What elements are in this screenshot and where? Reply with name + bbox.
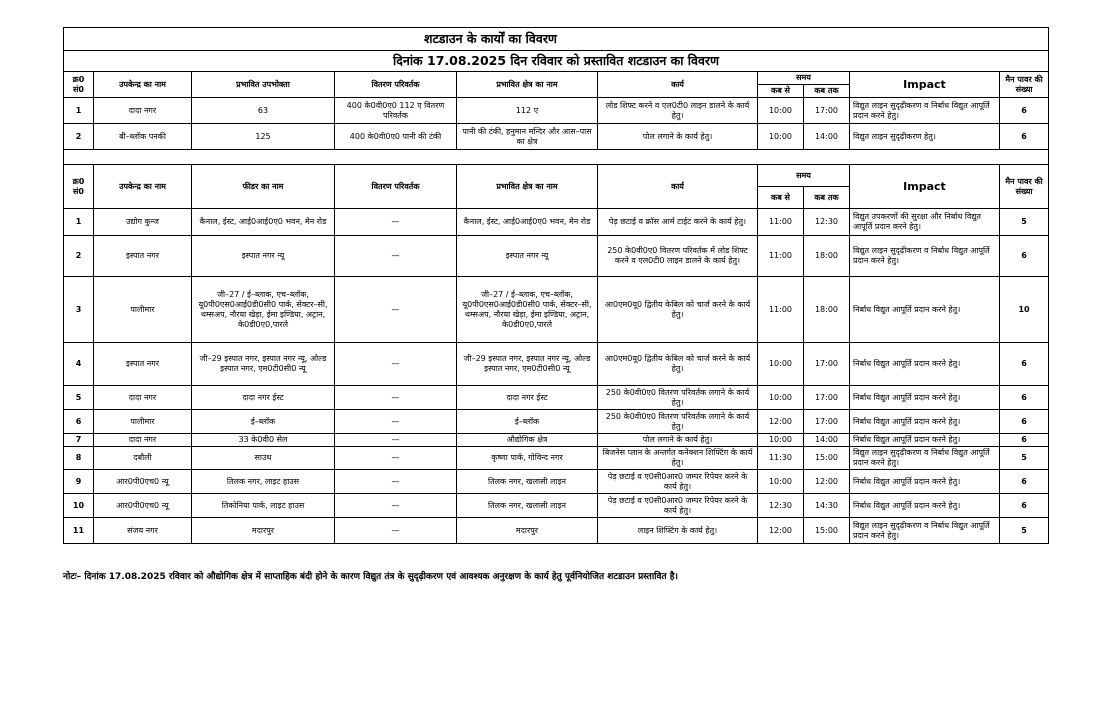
cell-to: 15:00 [804, 447, 850, 470]
header-work: कार्य [598, 165, 758, 209]
cell-manpower: 5 [1000, 447, 1049, 470]
shutdown-table [63, 27, 1049, 544]
cell-sno: 6 [64, 410, 94, 434]
cell-transformer: — [335, 236, 457, 277]
cell-impact: विद्युत लाइन सुदृढ़ीकरण व निर्बाध विद्युत आपूर्ति प्रदान करने हेतु। [850, 236, 1000, 277]
cell-from: 10:00 [758, 434, 804, 447]
cell-impact: विद्युत उपकरणों की सुरक्षा और निर्बाध विद्युत आपूर्ति प्रदान करने हेतु। [850, 209, 1000, 236]
cell-sno: 8 [64, 447, 94, 470]
cell-transformer: — [335, 518, 457, 544]
cell-substation: इस्पात नगर [94, 236, 192, 277]
cell-manpower: 6 [1000, 343, 1049, 386]
cell-transformer: — [335, 343, 457, 386]
table-row [64, 434, 1049, 447]
header-impact: Impact [850, 165, 1000, 209]
footer-note: नोटः– दिनांक 17.08.2025 रविवार को औद्योगिक क्षेत्र में साप्ताहिक बंदी होने के कारण विद्युत तंत्र के सुदृढ़ीकरण एवं आवश्यक अनुरक्षण के कार्य हेतु पूर्वनियोजित शटडाउन प्रस्तावित है। [63, 572, 678, 582]
cell-transformer: — [335, 434, 457, 447]
cell-sno: 2 [64, 124, 94, 150]
cell-transformer: — [335, 494, 457, 518]
cell-sno: 1 [64, 98, 94, 124]
cell-feeder: तिलक नगर, लाइट हाउस [192, 470, 335, 494]
cell-substation: उद्योग कुन्ज [94, 209, 192, 236]
cell-area: दादा नगर ईस्ट [457, 386, 598, 410]
cell-sno: 3 [64, 277, 94, 343]
cell-substation: संजय नगर [94, 518, 192, 544]
cell-transformer: — [335, 209, 457, 236]
cell-impact: निर्बाध विद्युत आपूर्ति प्रदान करने हेतु। [850, 434, 1000, 447]
cell-feeder: ई–ब्लॉक [192, 410, 335, 434]
cell-sno: 4 [64, 343, 94, 386]
header-work: कार्य [598, 72, 758, 98]
cell-impact: विद्युत लाइन सुदृढ़ीकरण व निर्बाध विद्युत आपूर्ति प्रदान करने हेतु। [850, 98, 1000, 124]
cell-to: 18:00 [804, 236, 850, 277]
cell-area: मदारपुर [457, 518, 598, 544]
table-row [64, 447, 1049, 470]
cell-manpower: 5 [1000, 209, 1049, 236]
cell-from: 11:30 [758, 447, 804, 470]
cell-from: 10:00 [758, 124, 804, 150]
cell-substation: बी–ब्लॉक पनकी [94, 124, 192, 150]
cell-to: 14:00 [804, 434, 850, 447]
header-time: समय [758, 72, 850, 85]
cell-to: 17:00 [804, 386, 850, 410]
page-title: शटडाउन के कार्यों का विवरण [64, 28, 1049, 51]
cell-work: 250 के0वी0ए0 वितरण परिवर्तक में लोड शिफ्ट करने व एल0टी0 लाइन डालने के कार्य हेतु। [598, 236, 758, 277]
cell-work: पोल लगाने के कार्य हेतु। [598, 434, 758, 447]
cell-sno: 11 [64, 518, 94, 544]
cell-work: 250 के0वी0ए0 वितरण परिवर्तक लगाने के कार्य हेतु। [598, 410, 758, 434]
cell-substation: पालीमार [94, 277, 192, 343]
cell-consumer: 63 [192, 98, 335, 124]
cell-substation: दादा नगर [94, 386, 192, 410]
cell-from: 12:30 [758, 494, 804, 518]
cell-area: औद्योगिक क्षेत्र [457, 434, 598, 447]
cell-work: आ0एम0यू0 द्वितीय केबिल को चार्ज करने के कार्य हेतु। [598, 277, 758, 343]
header-manpower: मैन पावर की संख्या [1000, 72, 1049, 98]
cell-from: 12:00 [758, 518, 804, 544]
cell-feeder: इस्पात नगर न्यू [192, 236, 335, 277]
cell-sno: 2 [64, 236, 94, 277]
cell-sno: 10 [64, 494, 94, 518]
cell-work: पोल लगाने के कार्य हेतु। [598, 124, 758, 150]
cell-substation: आर0पी0एच0 न्यू [94, 470, 192, 494]
cell-to: 17:00 [804, 410, 850, 434]
table-row [64, 386, 1049, 410]
cell-manpower: 6 [1000, 410, 1049, 434]
cell-to: 12:30 [804, 209, 850, 236]
cell-work: पेड़ छटाई व ए0सी0आर0 जम्पर रिपेयर करने के कार्य हेतु। [598, 494, 758, 518]
cell-impact: विद्युत लाइन सुदृढ़ीकरण हेतु। [850, 124, 1000, 150]
cell-work: आ0एम0यू0 द्वितीय केबिल को चार्ज करने के कार्य हेतु। [598, 343, 758, 386]
header-to: कब तक [804, 85, 850, 98]
header-consumer: प्रभावित उपभोक्ता [192, 72, 335, 98]
cell-from: 11:00 [758, 277, 804, 343]
cell-work: लाइन शिफ्टिंग के कार्य हेतु। [598, 518, 758, 544]
cell-sno: 7 [64, 434, 94, 447]
cell-area: ई–ब्लॉक [457, 410, 598, 434]
cell-work: 250 के0वी0ए0 वितरण परिवर्तक लगाने के कार्य हेतु। [598, 386, 758, 410]
cell-work: पेड़ छटाई व क्रॉस आर्म टाईट करने के कार्य हेतु। [598, 209, 758, 236]
cell-area: कृष्णा पार्क, गोविन्द नगर [457, 447, 598, 470]
table-row [64, 124, 1049, 150]
header-substation: उपकेन्द्र का नाम [94, 165, 192, 209]
table-row [64, 410, 1049, 434]
table-row [64, 236, 1049, 277]
cell-manpower: 10 [1000, 277, 1049, 343]
header-transformer: वितरण परिवर्तक [335, 72, 457, 98]
cell-manpower: 5 [1000, 518, 1049, 544]
cell-impact: निर्बाध विद्युत आपूर्ति प्रदान करने हेतु। [850, 343, 1000, 386]
cell-to: 17:00 [804, 343, 850, 386]
header-from: कब से [758, 187, 804, 209]
cell-substation: दबौली [94, 447, 192, 470]
table-row [64, 470, 1049, 494]
header-feeder: फीडर का नाम [192, 165, 335, 209]
cell-sno: 5 [64, 386, 94, 410]
cell-manpower: 6 [1000, 470, 1049, 494]
cell-sno: 1 [64, 209, 94, 236]
cell-impact: निर्बाध विद्युत आपूर्ति प्रदान करने हेतु। [850, 410, 1000, 434]
header-substation: उपकेन्द्र का नाम [94, 72, 192, 98]
cell-from: 11:00 [758, 236, 804, 277]
cell-work: पेड़ छटाई व ए0सी0आर0 जम्पर रिपेयर करने के कार्य हेतु। [598, 470, 758, 494]
table-row [64, 494, 1049, 518]
cell-to: 12:00 [804, 470, 850, 494]
table-row [64, 277, 1049, 343]
cell-transformer: — [335, 410, 457, 434]
cell-manpower: 6 [1000, 386, 1049, 410]
table-row [64, 209, 1049, 236]
cell-to: 14:00 [804, 124, 850, 150]
cell-manpower: 6 [1000, 494, 1049, 518]
page-subtitle: दिनांक 17.08.2025 दिन रविवार को प्रस्तावित शटडाउन का विवरण [64, 51, 1049, 72]
cell-feeder: कैनाल, ईस्ट, आई0आई0ए0 भवन, मेन रोड [192, 209, 335, 236]
cell-from: 11:00 [758, 209, 804, 236]
cell-transformer: — [335, 277, 457, 343]
cell-manpower: 6 [1000, 434, 1049, 447]
cell-to: 17:00 [804, 98, 850, 124]
cell-to: 14:30 [804, 494, 850, 518]
shutdown-sheet [63, 27, 1048, 544]
cell-from: 12:00 [758, 410, 804, 434]
cell-area: 112 ए [457, 98, 598, 124]
cell-impact: विद्युत लाइन सुदृढ़ीकरण व निर्बाध विद्युत आपूर्ति प्रदान करने हेतु। [850, 447, 1000, 470]
header-impact: Impact [850, 72, 1000, 98]
cell-substation: दादा नगर [94, 98, 192, 124]
cell-manpower: 6 [1000, 98, 1049, 124]
cell-area: कैनाल, ईस्ट, आई0आई0ए0 भवन, मेन रोड [457, 209, 598, 236]
header-sno: क्र0 सं0 [64, 72, 94, 98]
table-spacer [64, 150, 1049, 165]
cell-feeder: मदारपुर [192, 518, 335, 544]
header-time: समय [758, 165, 850, 187]
cell-area: तिलक नगर, खलासी लाइन [457, 494, 598, 518]
cell-manpower: 6 [1000, 124, 1049, 150]
cell-impact: विद्युत लाइन सुदृढ़ीकरण व निर्बाध विद्युत आपूर्ति प्रदान करने हेतु। [850, 518, 1000, 544]
header-transformer: वितरण परिवर्तक [335, 165, 457, 209]
cell-from: 10:00 [758, 343, 804, 386]
cell-impact: निर्बाध विद्युत आपूर्ति प्रदान करने हेतु। [850, 470, 1000, 494]
cell-to: 15:00 [804, 518, 850, 544]
cell-feeder: जी–29 इस्पात नगर, इस्पात नगर न्यू, ओल्ड इस्पात नगर, एम0टी0सी0 न्यू [192, 343, 335, 386]
cell-consumer: 125 [192, 124, 335, 150]
cell-area: इस्पात नगर न्यू [457, 236, 598, 277]
cell-transformer: — [335, 386, 457, 410]
cell-area: जी–29 इस्पात नगर, इस्पात नगर न्यू, ओल्ड इस्पात नगर, एम0टी0सी0 न्यू [457, 343, 598, 386]
cell-feeder: दादा नगर ईस्ट [192, 386, 335, 410]
cell-sno: 9 [64, 470, 94, 494]
cell-work: लोड शिफ्ट करने व एल0टी0 लाइन डालने के कार्य हेतु। [598, 98, 758, 124]
header-area: प्रभावित क्षेत्र का नाम [457, 165, 598, 209]
table-row [64, 98, 1049, 124]
cell-impact: निर्बाध विद्युत आपूर्ति प्रदान करने हेतु। [850, 277, 1000, 343]
header-from: कब से [758, 85, 804, 98]
cell-area: जी–27 / ई–ब्लाक, एच–ब्लॉक, यू0पी0एस0आई0डी0सी0 पार्क, सेक्टर–सी, थम्सअप, नौरया खेड़ा, ईमा इण्डिया, अट्रान, के0डी0ए0,पारले [457, 277, 598, 343]
cell-from: 10:00 [758, 470, 804, 494]
cell-work: बिजनेस प्लान के अन्तर्गत कनेक्शन शिफ्टिंग के कार्य हेतु। [598, 447, 758, 470]
cell-transformer: — [335, 470, 457, 494]
header-area: प्रभावित क्षेत्र का नाम [457, 72, 598, 98]
cell-substation: आर0पी0एच0 न्यू [94, 494, 192, 518]
header-to: कब तक [804, 187, 850, 209]
cell-transformer: 400 के0वी0ए0 पानी की टंकी [335, 124, 457, 150]
cell-impact: निर्बाध विद्युत आपूर्ति प्रदान करने हेतु। [850, 494, 1000, 518]
cell-transformer: 400 के0वी0ए0 112 ए वितरण परिवर्तक [335, 98, 457, 124]
cell-substation: पालीमार [94, 410, 192, 434]
cell-feeder: 33 के0वी0 सेल [192, 434, 335, 447]
cell-from: 10:00 [758, 386, 804, 410]
cell-substation: दादा नगर [94, 434, 192, 447]
cell-impact: निर्बाध विद्युत आपूर्ति प्रदान करने हेतु। [850, 386, 1000, 410]
cell-area: तिलक नगर, खलासी लाइन [457, 470, 598, 494]
table-row [64, 343, 1049, 386]
header-manpower: मैन पावर की संख्या [1000, 165, 1049, 209]
cell-to: 18:00 [804, 277, 850, 343]
cell-feeder: साउथ [192, 447, 335, 470]
cell-feeder: तिकोनिया पार्क, लाइट हाउस [192, 494, 335, 518]
header-sno: क्र0 सं0 [64, 165, 94, 209]
cell-feeder: जी–27 / ई–ब्लाक, एच–ब्लॉक, यू0पी0एस0आई0डी0सी0 पार्क, सेक्टर–सी, थम्सअप, नौरया खेड़ा, ईमा इण्डिया, अट्रान, के0डी0ए0,पारले [192, 277, 335, 343]
cell-manpower: 6 [1000, 236, 1049, 277]
cell-transformer: — [335, 447, 457, 470]
cell-from: 10:00 [758, 98, 804, 124]
table-row [64, 518, 1049, 544]
cell-substation: इस्पात नगर [94, 343, 192, 386]
cell-area: पानी की टंकी, हनुमान मन्दिर और आस–पास का क्षेत्र [457, 124, 598, 150]
